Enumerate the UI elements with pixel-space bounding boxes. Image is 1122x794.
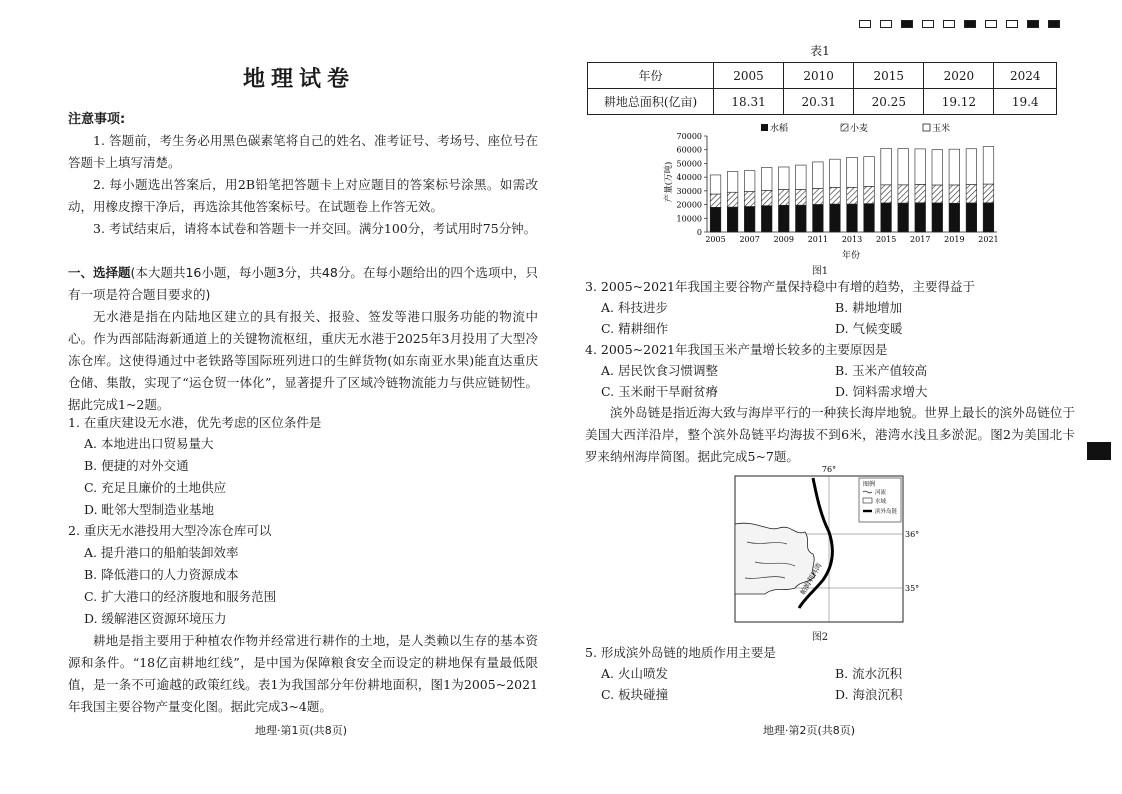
chart-x-tick-label: 2015 [875,235,897,244]
chart-bar-segment [983,147,994,184]
table-value: 18.31 [714,89,784,115]
map-legend-title: 图例 [863,481,876,488]
page-title: 地理试卷 [242,67,355,92]
notice-item-3: 3. 考试结束后，请将本试卷和答题卡一并交回。满分100分，考试用时75分钟。 [93,221,537,236]
table-year: 2015 [854,63,924,89]
chart-bar-segment [915,184,926,202]
chart-x-tick-label: 2005 [705,235,726,244]
chart-x-tick-label: 2019 [944,235,965,244]
chart-x-tick-label: 2017 [910,235,931,244]
chart-bar-segment [932,185,943,203]
chart-bar-segment [830,204,841,232]
chart-bar-segment [727,207,738,232]
chart-bar-segment [966,185,977,203]
chart-y-tick-label: 70000 [676,132,702,141]
passage-dry-port: 无水港是指在内陆地区建立的具有报关、报验、签发等港口服务功能的物流中心。作为西部陆海新通道上的关键物流枢纽，重庆无水港于2025年3月投用了大型冷冻仓库。这使得通过中老铁路等国际班列进口的生鲜货物(如东南亚水果)能直达重庆仓储、集散，实现了“运仓贸一体化”，显著提升了区域冷链物流能力与供应链韧性。据此完成1~2题。 [68,309,538,412]
chart-bar-segment [813,204,824,232]
chart-bar-segment [864,157,875,187]
question-3-option-a[interactable]: A. 科技进步 [601,300,668,315]
legend-label-corn: 玉米 [932,124,951,134]
chart-bar-segment [915,149,926,185]
chart-bar-segment [830,187,841,204]
notice-item-2: 2. 每小题选出答案后，用2B铅笔把答题卡上对应题目的答案标号涂黑。如需改动，用橡皮擦干净后，再选涂其他答案标号。在试题卷上作答无效。 [68,177,538,214]
chart-bar-segment [710,207,721,232]
notice-heading: 注意事项: [68,112,126,127]
map-place-label: 帕姆利科湾 [799,561,824,597]
chart-y-label: 产量(万吨) [664,161,674,203]
map-legend-water-symbol [863,498,872,503]
chart-bar-segment [796,189,807,205]
map-legend-island: 滨外岛链 [875,509,898,515]
table-value: 20.31 [784,89,854,115]
legend-swatch-corn [923,124,930,131]
question-1-option-d[interactable]: D. 毗邻大型制造业基地 [84,502,215,517]
chart-bar-segment [966,203,977,232]
chart-bar-segment [847,187,858,204]
page-2 [585,0,1075,794]
question-2-option-b[interactable]: B. 降低港口的人力资源成本 [84,567,239,582]
chart-bar-segment [727,192,738,207]
question-2-stem: 2. 重庆无水港投用大型冷冻仓库可以 [68,523,272,538]
question-4-stem: 4. 2005~2021年我国玉米产量增长较多的主要原因是 [585,342,888,357]
chart-bar-segment [983,184,994,203]
chart-bar-segment [898,185,909,203]
chart-x-tick-label: 2009 [773,235,794,244]
chart-bar-segment [778,205,789,232]
table-row [588,89,1057,115]
passage-barrier-islands: 滨外岛链是指近海大致与海岸平行的一种狭长海岸地貌。世界上最长的滨外岛链位于美国大西洋沿岸，整个滨外岛链平均海拔不到6米，港湾水浅且多淤泥。图2为美国北卡罗来纳州海岸简图。据此完成5~7题。 [585,405,1075,464]
question-2-option-d[interactable]: D. 缓解港区资源环境压力 [84,611,227,626]
table-row-label: 耕地总面积(亿亩) [588,89,714,115]
question-2-option-a[interactable]: A. 提升港口的船舶装卸效率 [84,545,239,560]
chart-bar-segment [949,185,960,203]
table-year: 2010 [784,63,854,89]
map-longitude-label: 76° [821,465,837,474]
chart-bar-segment [744,206,755,232]
table-1-caption: 表1 [810,44,830,58]
legend-label-rice: 水稻 [770,124,789,134]
question-3-option-b[interactable]: B. 耕地增加 [835,300,903,315]
passage-farmland: 耕地是指主要用于种植农作物并经常进行耕作的土地，是人类赖以生存的基本资源和条件。“18亿亩耕地红线”，是中国为保障粮食安全而设定的耕地保有量最低限值，是一条不可逾越的政策红线。表1为我国部分年份耕地面积，图1为2005~2021年我国主要谷物产量变化图。据此完成3~4题。 [68,633,538,714]
question-3-option-c[interactable]: C. 精耕细作 [601,321,669,336]
table-value: 19.12 [924,89,994,115]
chart-y-tick-label: 50000 [676,159,702,169]
chart-bar-segment [864,186,875,203]
chart-bar-segment [932,150,943,185]
chart-bar-segment [761,168,772,191]
map-legend-river: 河流 [875,490,887,496]
question-5-option-b[interactable]: B. 流水沉积 [835,666,903,681]
map-lat-35: 35° [905,584,920,593]
legend-label-wheat: 小麦 [850,124,869,134]
chart-bar-segment [710,194,721,207]
page-1 [60,0,538,794]
question-5-option-d[interactable]: D. 海浪沉积 [835,687,903,702]
figure-1-caption: 图1 [811,266,829,277]
chart-y-tick-label: 20000 [676,200,702,210]
chart-bar-segment [881,148,892,184]
chart-y-tick-label: 60000 [676,145,702,155]
notice-item-1: 1. 答题前，考生务必用黑色碳素笔将自己的姓名、准考证号、考场号、座位号在答题卡上填写清楚。 [68,133,538,170]
map-legend-water: 水域 [875,499,887,505]
chart-bar-segment [727,172,738,193]
table-header-label: 年份 [588,63,714,89]
question-4-option-c[interactable]: C. 玉米耐干旱耐贫瘠 [601,384,719,399]
chart-x-tick-label: 2021 [978,235,999,244]
table-value: 20.25 [854,89,924,115]
question-4-option-b[interactable]: B. 玉米产值较高 [835,363,928,378]
chart-bar-segment [864,204,875,232]
table-value: 19.4 [994,89,1057,115]
chart-y-tick-label: 0 [696,228,702,237]
chart-bar-segment [881,185,892,203]
chart-x-tick-label: 2011 [807,235,829,244]
section-heading [68,262,538,306]
chart-y-tick-label: 40000 [676,173,702,183]
table-1 [587,62,1057,115]
chart-bar-segment [932,203,943,232]
question-1-stem: 1. 在重庆建设无水港，优先考虑的区位条件是 [68,415,322,430]
chart-bar-segment [710,175,721,194]
map-lat-36: 36° [905,530,920,539]
chart-bar-segment [796,205,807,232]
question-4-option-d[interactable]: D. 饲料需求增大 [835,384,928,399]
chart-bar-segment [744,192,755,207]
chart-bar-segment [761,190,772,205]
section-description: (本大题共16小题，每小题3分，共48分。在每小题给出的四个选项中，只有一项是符合题目要求的) [68,265,538,302]
chart-bar-segment [915,203,926,232]
chart-bar-segment [778,167,789,189]
question-1-option-b[interactable]: B. 便捷的对外交通 [84,458,189,473]
chart-y-tick-label: 10000 [676,214,702,224]
chart-bar-segment [761,206,772,232]
chart-bar-segment [949,149,960,185]
chart-legend [761,122,950,134]
question-5-option-c[interactable]: C. 板块碰撞 [601,687,669,702]
chart-bar-segment [847,204,858,232]
chart-bar-segment [949,203,960,232]
legend-swatch-wheat [841,124,848,131]
chart-x-tick-label: 2007 [739,235,760,244]
chart-bar-segment [966,149,977,185]
chart-bar-segment [813,162,824,188]
section-label: 一、选择题 [68,265,131,280]
chart-bar-segment [744,171,755,192]
side-tab-marker [1087,442,1111,460]
question-2-option-c[interactable]: C. 扩大港口的经济腹地和服务范围 [84,589,277,604]
table-year: 2020 [924,63,994,89]
question-1-option-a[interactable]: A. 本地进出口贸易量大 [84,436,214,451]
question-4-option-a[interactable]: A. 居民饮食习惯调整 [601,363,718,378]
chart-bar-segment [813,188,824,204]
table-year: 2024 [994,63,1057,89]
question-3-stem: 3. 2005~2021年我国主要谷物产量保持稳中有增的趋势，主要得益于 [585,279,975,294]
table-year: 2005 [714,63,784,89]
page-1-footer: 地理·第1页(共8页) [255,724,348,737]
grain-production-chart [663,118,1003,260]
chart-bar-segment [898,203,909,232]
table-row [588,63,1057,89]
chart-x-label: 年份 [841,251,861,260]
question-5-option-a[interactable]: A. 火山喷发 [601,666,668,681]
question-3-option-d[interactable]: D. 气候变暖 [835,321,903,336]
chart-bar-segment [796,165,807,189]
question-5-stem: 5. 形成滨外岛链的地质作用主要是 [585,645,776,660]
chart-bar-segment [778,189,789,205]
chart-bar-segment [983,203,994,232]
figure-2-caption: 图2 [811,632,829,643]
chart-bar-segment [830,159,841,187]
chart-x-tick-label: 2013 [841,235,863,244]
coast-map [725,462,925,628]
chart-bar-segment [881,203,892,232]
page-2-footer: 地理·第2页(共8页) [763,724,856,737]
question-1-option-c[interactable]: C. 充足且廉价的土地供应 [84,480,227,495]
chart-bar-segment [847,157,858,187]
chart-y-tick-label: 30000 [676,186,702,196]
legend-swatch-rice [761,124,768,131]
chart-bar-segment [898,149,909,185]
